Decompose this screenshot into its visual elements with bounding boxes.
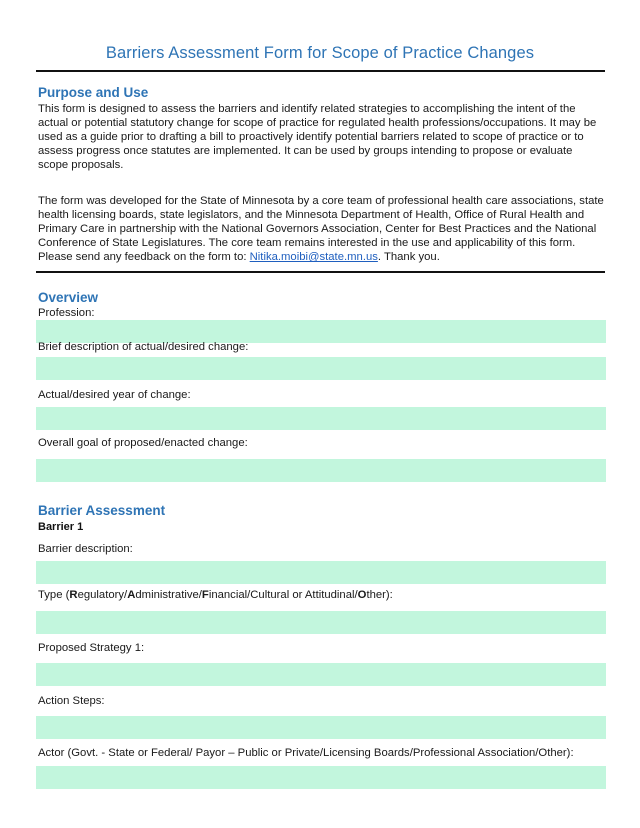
barrier-description-label: Barrier description: xyxy=(38,543,133,555)
purpose-paragraph-2-text: The form was developed for the State of Minnesota by a core team of professional health care associations, state health licensing boards, state legislators, and the Minnesota Department of Health, Office of Rural Health and Primary Care in partnership with the National Governors Association, Center for Best Practices and the National Conference of State Legislatures. The core team remains interested in the use and applicability of this form. Please send any feedback on the form to: xyxy=(38,195,604,264)
profession-label: Profession: xyxy=(38,307,95,319)
profession-field[interactable] xyxy=(36,320,606,343)
proposed-strategy-label: Proposed Strategy 1: xyxy=(38,642,145,654)
overall-goal-field[interactable] xyxy=(36,459,606,482)
feedback-email-link[interactable]: Nitika.moibi@state.mn.us xyxy=(249,251,378,264)
type-o-rest: ther): xyxy=(366,589,393,601)
change-description-field[interactable] xyxy=(36,357,606,380)
barrier-description-field[interactable] xyxy=(36,561,606,584)
type-a: A xyxy=(127,589,136,601)
type-f: F xyxy=(201,589,209,601)
actor-field[interactable] xyxy=(36,766,606,789)
section-divider xyxy=(36,271,605,273)
change-description-label: Brief description of actual/desired change: xyxy=(38,341,249,353)
type-prefix: Type ( xyxy=(38,589,70,601)
document-title: Barriers Assessment Form for Scope of Practice Changes xyxy=(105,44,535,62)
purpose-paragraph-2-end: . Thank you. xyxy=(377,251,440,264)
proposed-strategy-field[interactable] xyxy=(36,663,606,686)
barrier-type-label xyxy=(38,589,393,601)
barrier-1-subheading: Barrier 1 xyxy=(38,521,84,533)
change-year-label: Actual/desired year of change: xyxy=(38,389,191,401)
purpose-paragraph-1: This form is designed to assess the barriers and identify related strategies to accomplishing the intent of the actual or potential statutory change for scope of practice for regulated health professions/occupations. It may be used as a guide prior to drafting a bill to proactively identify potential barriers related to scope of practice or to assess progress once statutes are implemented. It can be used by groups intending to propose or evaluate scope proposals. xyxy=(38,103,597,172)
type-r: R xyxy=(69,589,78,601)
type-o: O xyxy=(357,589,367,601)
action-steps-label: Action Steps: xyxy=(38,695,105,707)
type-f-rest: inancial/Cultural or Attitudinal/ xyxy=(208,589,358,601)
overall-goal-label: Overall goal of proposed/enacted change: xyxy=(38,437,248,449)
title-divider xyxy=(36,70,605,72)
barrier-type-field[interactable] xyxy=(36,611,606,634)
action-steps-field[interactable] xyxy=(36,716,606,739)
change-year-field[interactable] xyxy=(36,407,606,430)
overview-heading: Overview xyxy=(38,290,99,305)
type-r-rest: egulatory/ xyxy=(77,589,128,601)
purpose-heading: Purpose and Use xyxy=(38,85,149,100)
barrier-assessment-heading: Barrier Assessment xyxy=(38,503,166,518)
purpose-paragraph-2 xyxy=(38,194,604,264)
type-a-rest: dministrative/ xyxy=(135,589,202,601)
actor-label: Actor (Govt. - State or Federal/ Payor – Public or Private/Licensing Boards/Professional Association/Other): xyxy=(38,747,574,759)
